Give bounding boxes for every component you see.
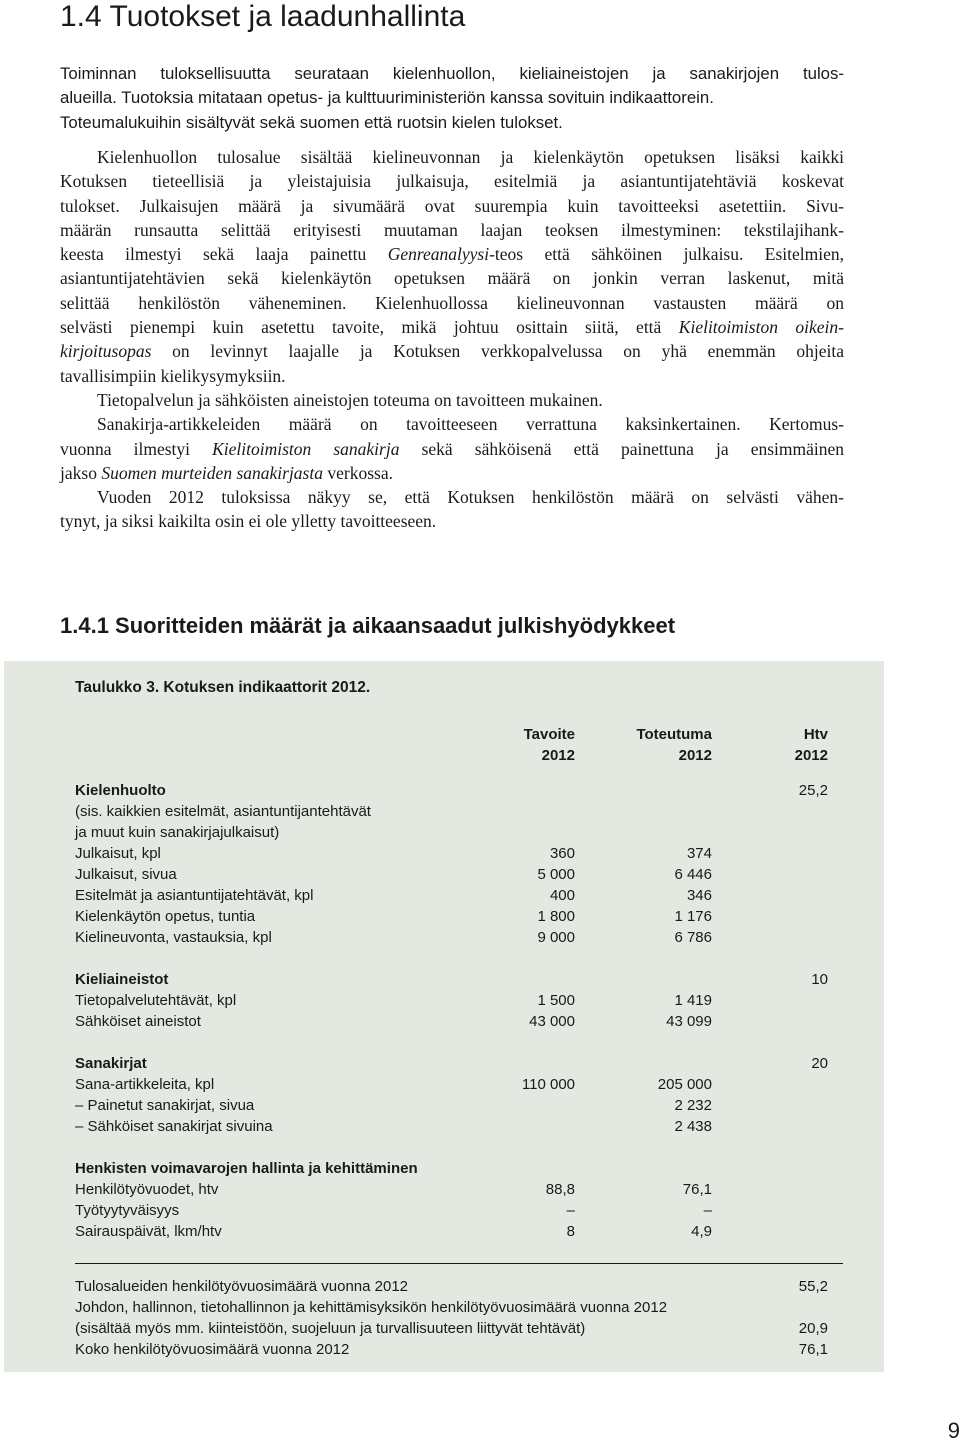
body-line: Kotuksen tieteellisiä ja yleistajuisia julkaisuja, esitelmiä ja asiantuntijatehtäviä koskevat xyxy=(60,171,844,192)
subsection-title: 1.4.1 Suoritteiden määrät ja aikaansaadut julkishyödykkeet xyxy=(60,613,676,638)
group-heading-row xyxy=(75,969,828,990)
table-row: – Painetut sanakirjat, sivua 2 232 xyxy=(75,1097,712,1114)
group-title: Henkisten voimavarojen hallinta ja kehittäminen xyxy=(75,1160,418,1177)
section-title: 1.4 Tuotokset ja laadunhallinta xyxy=(60,0,466,33)
body-line: jakso Suomen murteiden sanakirjasta verkossa. xyxy=(60,462,393,483)
table-row: Sairauspäivät, lkm/htv 8 4,9 xyxy=(75,1223,712,1240)
summary-row: Johdon, hallinnon, tietohallinnon ja kehittämisyksikön henkilötyövuosimäärä vuonna 2012 xyxy=(75,1299,668,1316)
page-number: 9 xyxy=(947,1418,960,1443)
header-actual-year: 2012 xyxy=(678,747,712,764)
body-line: Vuoden 2012 tuloksissa näkyy se, että Kotuksen henkilöstön määrä on selvästi vähen- xyxy=(97,487,844,508)
group-heading-row xyxy=(75,780,828,801)
header-target-year: 2012 xyxy=(541,747,575,764)
group-heading-row xyxy=(75,1053,828,1074)
italic-title: Genreanalyysi xyxy=(387,244,490,265)
body-line: asiantuntijatehtävien sekä kielenkäytön opetuksen määrä on jonkin verran laskenut, mitä xyxy=(60,268,844,289)
indicator-table xyxy=(75,724,828,1242)
group-heading-row xyxy=(75,1158,828,1179)
table-row: Julkaisut, sivua 5 000 6 446 xyxy=(75,866,712,883)
intro-line: Toiminnan tuloksellisuutta seurataan kielenhuollon, kieliaineistojen ja sanakirjojen tulos- xyxy=(60,64,844,83)
body-line: kirjoitusopas on levinnyt laajalle ja Kotuksen verkkopalvelussa on yhä enemmän ohjeita xyxy=(60,341,844,362)
body-line: vuonna ilmestyi Kielitoimiston sanakirja sekä sähköisenä että painettuna ja ensimmäinen xyxy=(60,438,845,459)
table-row: Julkaisut, kpl 360 374 xyxy=(75,845,712,862)
group-htv: 10 xyxy=(811,971,828,988)
table-caption: Taulukko 3. Kotuksen indikaattorit 2012. xyxy=(75,679,371,696)
table-row: Sähköiset aineistot 43 000 43 099 xyxy=(75,1013,712,1030)
header-htv-year: 2012 xyxy=(794,747,828,764)
table-header-row xyxy=(75,745,828,766)
italic-title: Kielitoimiston sanakirja xyxy=(212,438,400,459)
body-paragraph-1 xyxy=(60,145,844,534)
intro-paragraph xyxy=(60,62,844,135)
group-title: Kieliaineistot xyxy=(75,971,169,988)
table-row: – Sähköiset sanakirjat sivuina 2 438 xyxy=(75,1118,712,1135)
italic-title: Kielitoimiston oikein- xyxy=(678,317,844,338)
body-line: tulokset. Julkaisujen määrä ja sivumäärä ovat suurempia kuin tavoitteeksi asetettiin. Sivu- xyxy=(60,195,844,216)
italic-title: Suomen murteiden sanakirjasta xyxy=(101,462,323,483)
body-line: määrän runsautta selittää erityisesti muutaman laajan teoksen ilmestyminen: tekstilajihank- xyxy=(60,219,844,240)
table-header-row xyxy=(75,724,828,745)
body-line: Kielenhuollon tulosalue sisältää kielineuvonnan ja kielenkäytön opetuksen lisäksi kaikki xyxy=(97,147,844,167)
body-line: Sanakirja-artikkeleiden määrä on tavoitteeseen verrattuna kaksinkertainen. Kertomus- xyxy=(97,414,844,435)
table-row: Esitelmät ja asiantuntijatehtävät, kpl 400 346 xyxy=(75,887,712,904)
header-htv: Htv xyxy=(803,726,828,743)
table-divider xyxy=(75,1263,843,1264)
intro-line: alueilla. Tuotoksia mitataan opetus- ja kulttuuriministeriön kanssa sovituin indikaattorein. xyxy=(60,88,714,108)
group-title: Kielenhuolto xyxy=(75,782,166,799)
group-title: Sanakirjat xyxy=(75,1055,147,1072)
group-htv: 25,2 xyxy=(798,782,828,799)
table-row: Henkilötyövuodet, htv 88,8 76,1 xyxy=(75,1181,712,1198)
summary-table xyxy=(75,1276,828,1360)
table-row: Tietopalvelutehtävät, kpl 1 500 1 419 xyxy=(75,992,712,1009)
italic-title: kirjoitusopas xyxy=(60,341,152,362)
summary-row: Koko henkilötyövuosimäärä vuonna 2012 76,1 xyxy=(75,1341,828,1358)
table-row: Työtyytyväisyys – – xyxy=(75,1202,712,1219)
table-row: Kielenkäytön opetus, tuntia 1 800 1 176 xyxy=(75,908,712,925)
intro-line: Toteumalukuihin sisältyvät sekä suomen että ruotsin kielen tulokset. xyxy=(60,112,563,132)
header-actual: Toteutuma xyxy=(636,726,712,743)
body-line: selvästi pienempi kuin asetettu tavoite, mikä johtuu osittain siitä, että Kielitoimiston oikein- xyxy=(60,317,844,338)
summary-row: Tulosalueiden henkilötyövuosimäärä vuonna 2012 55,2 xyxy=(75,1278,828,1295)
body-line: selittää henkilöstön väheneminen. Kielenhuollossa kielineuvonnan vastausten määrä on xyxy=(60,292,844,313)
group-htv: 20 xyxy=(811,1055,828,1072)
table-note-row: ja muut kuin sanakirjajulkaisut) xyxy=(75,824,280,841)
table-row: Kielineuvonta, vastauksia, kpl 9 000 6 786 xyxy=(75,929,712,946)
summary-row: (sisältää myös mm. kiinteistöön, suojeluun ja turvallisuuteen liittyvät tehtävät) 20,9 xyxy=(75,1320,828,1337)
body-line: tavallisimpiin kielikysymyksiin. xyxy=(60,365,286,386)
header-target: Tavoite xyxy=(523,726,575,743)
table-note-row: (sis. kaikkien esitelmät, asiantuntijantehtävät xyxy=(75,803,371,820)
table-row: Sana-artikkeleita, kpl 110 000 205 000 xyxy=(75,1076,712,1093)
body-paragraph-2: Tietopalvelun ja sähköisten aineistojen toteuma on tavoitteen mukainen. xyxy=(97,389,603,410)
body-line: keesta ilmestyi sekä laaja painettu Genreanalyysi-teos että sähköinen julkaisu. Esitelmien, xyxy=(60,244,844,265)
body-line: tynyt, ja siksi kaikilta osin ei ole ylletty tavoitteeseen. xyxy=(60,511,437,532)
